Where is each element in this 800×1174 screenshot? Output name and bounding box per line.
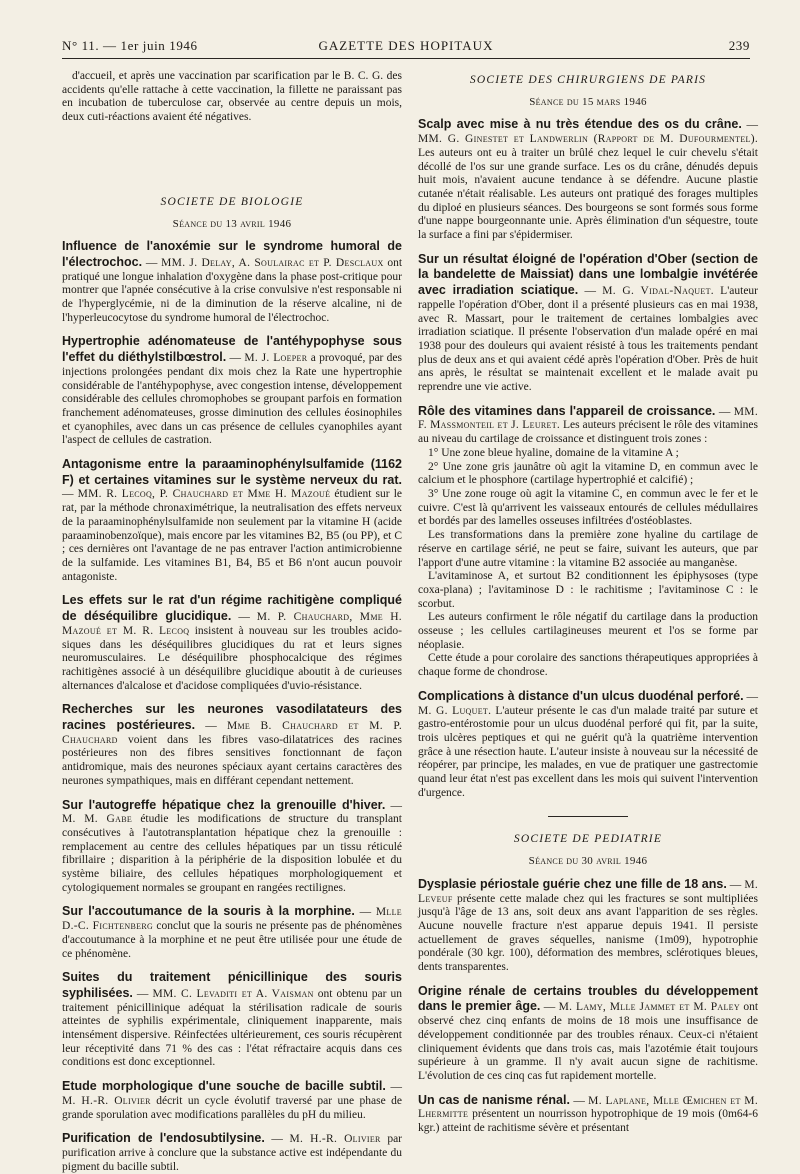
abstract-authors: MM. C. Levaditi et A. Vaisman (152, 987, 314, 1000)
dash-separator: — (226, 352, 245, 365)
abstract-entry (62, 970, 402, 1070)
abstract-authors: M. Leveuf (418, 878, 759, 905)
abstract-text: étudie les modifications de structure du transplant consécutives à l'autotransplantation hépatique chez la grenouille : remplacement au centre des cellules hépatiques par un tissu réticulé fibrillaire ; disparition à la périphérie de la disposition lobulée et du système biliaire, des cellules hépatiques morphologiquement et cytologiquement normales se groupant en rangées rectilignes. (62, 813, 402, 894)
abstract-entry (62, 334, 402, 448)
abstract-entry (62, 593, 402, 693)
page-number: 239 (728, 38, 750, 53)
abstract-title: Antagonisme entre la paraaminophénylsulfamide (1162 F) et certaines vitamines sur le système nerveux du rat. (62, 457, 402, 487)
abstract-title: Sur un résultat éloigné de l'opération d'Ober (section de la bandelette de Maissiat) dans une lombalgie invétérée avec irradiation sciatique. (418, 251, 758, 298)
abstract-list-item: 3° Une zone rouge où agit la vitamine C, en commun avec le fer et le cuivre. C'est là qu'arrivent les vaisseaux entourés de cellules médullaires et bordés par des lamelles osseuses infiltrées d'ostéoblastes. (418, 487, 758, 528)
dash-separator: — (385, 1081, 403, 1094)
abstract-text: L'auteur présente le cas d'un malade traité par suture et gastro-entérostomie pour un ulcus duodénal perforé qui fit, par la suite, trois ulcères peptiques et qui ne guérit qu'à la quatrième intervention grâce à une résection haute. L'auteur insiste à nouveau sur la nécessité de réopérer, par principe, les malades, en vue de pratiquer une gastrectomie quand leur état n'est pas excellent dans les mois qui suivent l'intervention d'urgence. (418, 704, 759, 799)
abstract-entry (62, 1079, 402, 1122)
intro-paragraph: d'accueil, et après une vaccination par scarification par le B. C. G. des accidents qu'elle rattache à cette vaccination, la fillette ne paraissant pas en incubation de tuberculose car, observée au centre depuis un mois, deux cuti-réactions avaient été négatives. (62, 70, 402, 124)
abstract-paragraph (418, 689, 758, 801)
abstract-title: Sur l'autogreffe hépatique chez la grenouille d'hiver. (62, 797, 386, 812)
abstract-paragraph (418, 1093, 758, 1136)
dash-separator: — (726, 878, 745, 891)
dash-separator: — (142, 256, 162, 269)
abstract-title: Sur l'accoutumance de la souris à la morphine. (62, 904, 355, 919)
abstract-title: Origine rénale de certains troubles du développement dans le premier âge. (418, 983, 758, 1014)
dash-separator: — (195, 720, 227, 733)
abstract-title: Influence de l'anoxémie sur le syndrome humoral de l'électrochoc. (62, 239, 402, 269)
abstract-authors: M. H.-R. Olivier (62, 1094, 151, 1107)
abstract-authors: Mme B. Chauchard et M. P. Chauchard (62, 720, 403, 746)
abstract-paragraph (62, 970, 402, 1070)
left-column (62, 70, 403, 1173)
issue-date: N° 11. — 1er juin 1946 (62, 38, 198, 53)
abstract-paragraph (62, 798, 402, 896)
abstract-authors: M. M. Gabe (62, 813, 133, 826)
abstract-list-item: 2° Une zone gris jaunâtre où agit la vitamine D, en commun avec le calcium et le phosphore (cartilage hypertrophié et calcifié) ; (418, 460, 758, 487)
abstract-paragraph (62, 1131, 402, 1174)
dash-separator: — (62, 488, 78, 501)
abstract-paragraph (418, 404, 758, 447)
abstract-entry (62, 798, 402, 896)
abstract-entry (418, 689, 758, 801)
society-heading: SOCIETE DE PEDIATRIE (513, 833, 663, 846)
abstract-title: Scalp avec mise à nu très étendue des os du crâne. (418, 117, 742, 132)
dash-separator: — (741, 119, 758, 132)
abstract-text: présente cette malade chez qui les fractures se sont multipliées jusqu'à l'âge de 13 ans, soit deux ans avant l'apparition de ses règles. Aucune nouvelle fracture n'est apparue depuis 1941. Il persiste actuellement de graves séquelles, nanisme (1m09), hypotrophie pondérale (30 kgr. 100), déformation des membres, sclérotiques bleues, dents transparentes. (418, 892, 759, 974)
left-entries (62, 239, 402, 1174)
abstract-entry (418, 984, 758, 1084)
abstract-paragraph (62, 334, 402, 448)
dash-separator: — (231, 611, 257, 624)
dash-separator: — (264, 1133, 290, 1146)
abstract-text: L'auteur rappelle l'opération d'Ober, dont il a présenté plusieurs cas en mai 1938, avec R. Massart, pour le traitement de certaines lombalgies avec irradiation sciatique. Il présente l'observation d'un malade opéré en mai 1938 pour des douleurs qui avaient résisté à tous les traitements pendant plus de deux ans et qui avaient cédé après l'opération d'Ober. Près de huit ans après, le résultat se maintenait excellent et le malade avait pu reprendre une vie active. (418, 285, 759, 394)
abstract-authors: M. Laplane, Mlle Œmichen et M. Lhermitte (418, 1094, 759, 1121)
abstract-text: Les auteurs ont eu à traiter un brûlé chez lequel le cuir chevelu s'était décollé de l'os sur une grande surface. Les os du crâne, dénudés depuis huit mois, n'avaient aucune tendance à se défendre. Aucune plastie cutanée n'était réalisable. Les auteurs ont pratiqué des forages multiples du diploé en plusieurs séances. Des bourgeons se sont formés sous forme d'une nappe bourgeonnante unie. Après élimination d'un séquestre, toute la surface a fini par s'épidermiser. (418, 146, 758, 242)
dash-separator: — (354, 906, 376, 919)
abstract-paragraph (418, 984, 758, 1084)
abstract-authors: MM. J. Delay, A. Soulairac et P. Desclaux (161, 256, 384, 269)
abstract-title: Un cas de nanisme rénal. (418, 1092, 570, 1107)
abstract-title: Etude morphologique d'une souche de bacille subtil. (62, 1079, 386, 1094)
abstract-text: présentent un nourrisson hypotrophique de 19 mois (0m64-6 kgr.) atteint de rachitisme sévère et présentant (418, 1108, 758, 1135)
dash-separator: — (540, 1001, 559, 1014)
abstract-text: ont observé chez cinq enfants de moins de 18 mois une insuffisance de développement conditionnée par des troubles rénaux. Ceux-ci n'étaient cliniquement évidents que dans trois cas, mais l'azotémie était toujours supérieure à un gramme. Il n'y avait aucun signe de rachitisme. L'évolution de ces cinq cas fut rapidement mortelle. (418, 1001, 759, 1082)
abstract-entry (418, 252, 758, 395)
abstract-list-item: Les auteurs confirment le rôle négatif du cartilage dans la production osseuse ; les cellules cartilagineuses meurent et l'os se forme par néoplasie. (418, 611, 758, 651)
abstract-authors: MM. R. Lecoq, P. Chauchard et Mme H. Mazoué (77, 488, 331, 501)
dash-separator: — (132, 987, 153, 1000)
abstract-entry (62, 239, 402, 325)
abstract-list-item: 1° Une zone bleue hyaline, domaine de la vitamine A ; (428, 446, 679, 459)
abstract-text: par purification arrive à conclure que la substance active est indépendante du pigment du bacille subtil. (62, 1133, 402, 1173)
abstract-text: ont obtenu par un traitement pénicillinique adéquat la stérilisation radicale de souris atteintes de syphilis expérimentale, cliniquement inapparente, mais intensément dispersive. Réinfectées ultérieurement, ces souris récupèrent leur réceptivité dans 71 % des cas : l'état réfractaire acquis dans ces conditions est donc exceptionnel. (62, 987, 403, 1069)
society-heading: SOCIETE DES CHIRURGIENS DE PARIS (469, 74, 707, 86)
abstract-title: Complications à distance d'un ulcus duodénal perforé. (418, 688, 744, 703)
abstract-text: Les auteurs précisent le rôle des vitamines au niveau du cartilage de croissance et distinguent trois zones : (418, 419, 758, 446)
abstract-title: Recherches sur les neurones vasodilatateurs des racines postérieures. (62, 702, 402, 733)
abstract-authors: M. J. Loeper (244, 352, 308, 365)
abstract-paragraph (418, 117, 758, 242)
dash-separator: — (743, 690, 759, 703)
abstract-paragraph (418, 252, 758, 395)
session-date: Séance du 15 mars 1946 (529, 95, 647, 108)
abstract-authors: MM. F. Massmonteil et J. Leuret. (418, 405, 758, 432)
abstract-paragraph (62, 593, 402, 693)
abstract-paragraph (62, 702, 402, 788)
abstract-list-item: Les transformations dans la première zone hyaline du cartilage de réserve en cartilage sérié, ne peut se faire, suivant les auteurs, que par l'apport d'une autre vitamine : la vitamine B2 associée au manganèse. (418, 529, 758, 569)
abstract-paragraph (62, 1079, 402, 1122)
abstract-title: Rôle des vitamines dans l'appareil de croissance. (418, 403, 716, 418)
abstract-title: Suites du traitement pénicillinique des souris syphilisées. (62, 970, 402, 1000)
right-entries-pediatrie (418, 877, 758, 1136)
section-divider (548, 816, 628, 817)
abstract-entry (62, 457, 402, 584)
abstract-paragraph (418, 877, 758, 975)
right-column (418, 70, 759, 1135)
session-date: Séance du 30 avril 1946 (528, 855, 648, 868)
abstract-entry (418, 404, 758, 680)
abstract-authors: M. Lamy, Mlle Jammet et M. Paley (558, 1001, 740, 1014)
running-header (62, 36, 750, 59)
abstract-entry (418, 1093, 758, 1136)
abstract-authors: M. P. Chauchard, Mme H. Mazoué et M. R. Lecoq (62, 611, 402, 637)
abstract-paragraph (62, 904, 402, 961)
journal-title: GAZETTE DES HOPITAUX (318, 38, 494, 53)
abstract-list (418, 447, 758, 680)
abstract-title: Les effets sur le rat d'un régime rachitigène compliqué de déséquilibre glucidique. (62, 593, 402, 624)
abstract-authors: M. G. Luquet. (418, 704, 492, 717)
abstract-text: a provoqué, par des injections prolongées pendant dix mois chez la Rate une hypertrophie considérable de l'antéhypophyse, avec congestion intense, développement considérable des cellules chromophobes se groupant parfois en formation franchement adénomateuses, grosse diminution des cellules éosinophiles et cyanophiles, avec dans un cas présence de cellules cyanophiles ayant l'aspect de cellules de castration. (62, 352, 403, 447)
abstract-list-item: Cette étude a pour corolaire des sanctions thérapeutiques appropriées à chaque forme de chondrose. (418, 652, 758, 679)
abstract-title: Hypertrophie adénomateuse de l'antéhypophyse sous l'effet du diéthylstilbœstrol. (62, 334, 402, 365)
abstract-entry (62, 904, 402, 961)
dash-separator: — (569, 1094, 589, 1107)
abstract-entry (62, 702, 402, 788)
dash-separator: — (385, 799, 403, 812)
abstract-authors: Mlle D.-C. Fichtenberg (62, 906, 402, 933)
abstract-text: étudient sur le rat, par la méthode chronaximétrique, la neutralisation des effets nerveux de la paraaminophénylsulfamide non seulement par la vitamine H (acide paraaminobenzoïque), mais encore par les vitamines B2, B5 (ou PP), et C ; ces dernières ont l'avantage de ne pas entraver l'action antimicrobienne de la sulfamide. Les vitamines B1, B4, B5 et B6 n'ont aucun pouvoir antagoniste. (62, 488, 402, 583)
society-heading: SOCIETE DE BIOLOGIE (160, 195, 304, 208)
abstract-paragraph (62, 239, 402, 325)
abstract-title: Purification de l'endosubtilysine. (62, 1131, 265, 1146)
right-entries-chirurgiens (418, 117, 758, 800)
abstract-text: décrit un cycle évolutif traversé par une phase de grande sporulation avec modifications parallèles du pH du milieu. (62, 1094, 402, 1121)
abstract-text: insistent à nouveau sur les troubles acido-siques dans les déséquilibres glucidiques du rat et leurs signes neuromusculaires. Le déséquilibre phosphocalcique des régimes rachitigènes associé à un déséquilibre glucidique aboutit à de curieuses alternances d'alcalose et d'acidose compliquées d'uvio-résistance. (62, 624, 402, 692)
abstract-entry (418, 877, 758, 975)
session-date: Séance du 13 avril 1946 (172, 217, 292, 230)
abstract-title: Dysplasie périostale guérie chez une fille de 18 ans. (418, 876, 727, 891)
abstract-paragraph (62, 457, 402, 584)
abstract-entry (418, 117, 758, 242)
abstract-list-item: L'avitaminose A, et surtout B2 conditionnent les épiphysoses (type coxa-plana) ; l'avitaminose D : le rachitisme ; l'avitaminose C : le scorbut. (418, 570, 758, 610)
abstract-authors: MM. G. Ginestet et Landwerlin (Rapport de M. Dufourmentel). (418, 133, 758, 146)
abstract-text: ont pratiqué une longue inhalation d'oxygène dans la phase post-critique pour montrer que l'apnée consécutive à la crise convulsive n'est responsable ni de l'hyperglycémie, ni de la diminution de la réserve alcaline, ni de l'hyperleucocytose du syndrome humoral de l'électrochoc. (62, 256, 403, 324)
abstract-text: conclut que la souris ne présente pas de phénomènes d'accoutumance à la morphine et ne peut être utilisée pour une étude de ce phénomène. (62, 920, 403, 960)
abstract-text: voient dans les fibres vaso-dilatatrices des racines postérieures non des fibres sensitives fonctionnant de façon antidromique, mais des neurones spéciaux ayant certains caractères des neurones sympathiques, mais en différant cependant nettement. (62, 733, 403, 787)
abstract-authors: M. H.-R. Olivier (289, 1133, 381, 1146)
abstract-entry (62, 1131, 402, 1174)
dash-separator: — (578, 285, 603, 298)
abstract-authors: M. G. Vidal-Naquet. (602, 285, 714, 298)
dash-separator: — (715, 405, 734, 418)
